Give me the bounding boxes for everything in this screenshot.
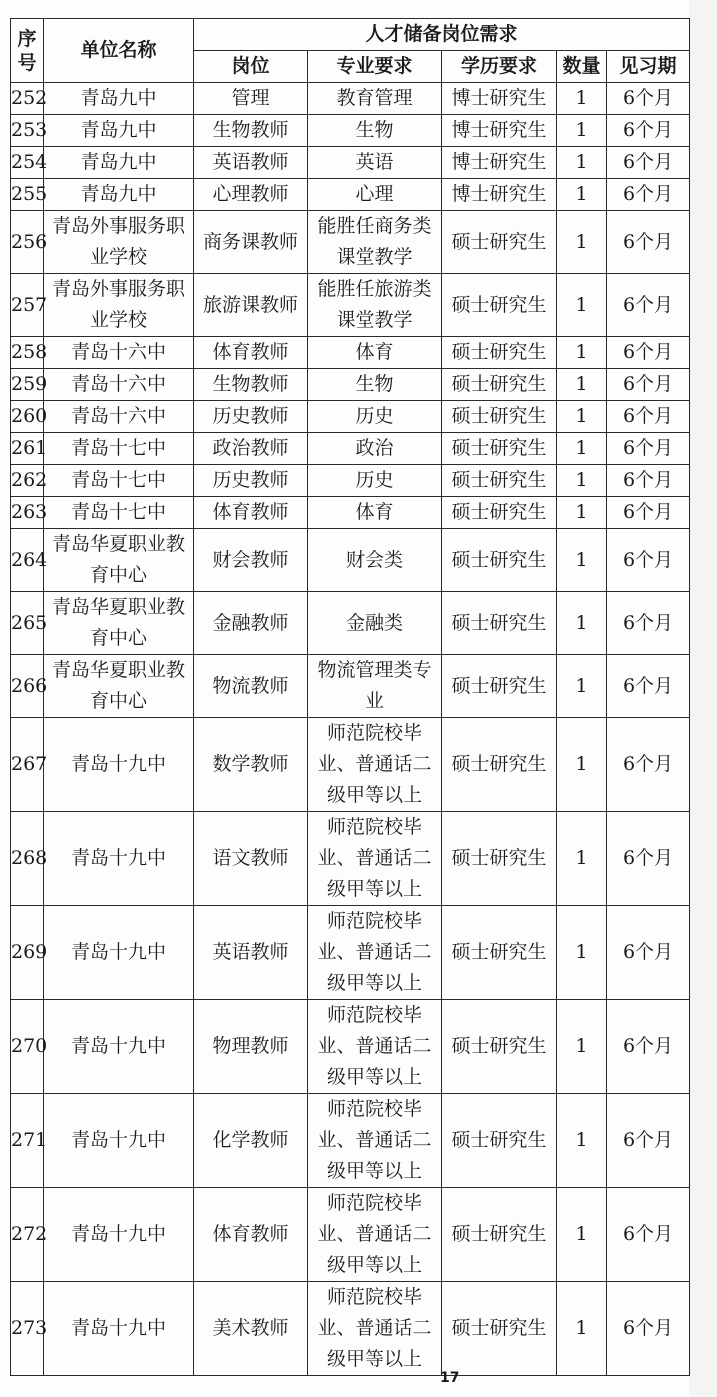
cell-count: 1 <box>557 179 607 211</box>
page-edge-shadow <box>689 0 717 1397</box>
header-degree: 学历要求 <box>442 51 557 83</box>
cell-position: 英语教师 <box>194 906 308 1000</box>
cell-degree: 硕士研究生 <box>442 1282 557 1376</box>
cell-major: 金融类 <box>308 592 442 655</box>
cell-count: 1 <box>557 497 607 529</box>
cell-seq: 254 <box>11 147 44 179</box>
cell-major: 心理 <box>308 179 442 211</box>
cell-unit: 青岛九中 <box>44 179 194 211</box>
table-row <box>11 179 690 211</box>
table-row <box>11 83 690 115</box>
header-major: 专业要求 <box>308 51 442 83</box>
cell-degree: 硕士研究生 <box>442 497 557 529</box>
cell-internship: 6个月 <box>607 83 690 115</box>
cell-internship: 6个月 <box>607 211 690 274</box>
table-row <box>11 115 690 147</box>
cell-seq: 268 <box>11 812 44 906</box>
cell-count: 1 <box>557 115 607 147</box>
cell-count: 1 <box>557 529 607 592</box>
cell-seq: 261 <box>11 433 44 465</box>
cell-seq: 258 <box>11 337 44 369</box>
table-row <box>11 1188 690 1282</box>
cell-internship: 6个月 <box>607 497 690 529</box>
cell-seq: 271 <box>11 1094 44 1188</box>
cell-count: 1 <box>557 1000 607 1094</box>
cell-seq: 253 <box>11 115 44 147</box>
cell-degree: 硕士研究生 <box>442 1094 557 1188</box>
cell-unit: 青岛华夏职业教育中心 <box>44 655 194 718</box>
cell-unit: 青岛十九中 <box>44 1282 194 1376</box>
table-row <box>11 718 690 812</box>
cell-unit: 青岛外事服务职业学校 <box>44 274 194 337</box>
cell-degree: 硕士研究生 <box>442 655 557 718</box>
table-body <box>11 83 690 1376</box>
cell-position: 英语教师 <box>194 147 308 179</box>
cell-count: 1 <box>557 147 607 179</box>
cell-seq: 256 <box>11 211 44 274</box>
table-row <box>11 465 690 497</box>
cell-unit: 青岛十九中 <box>44 812 194 906</box>
cell-position: 心理教师 <box>194 179 308 211</box>
cell-unit: 青岛十七中 <box>44 497 194 529</box>
cell-degree: 硕士研究生 <box>442 465 557 497</box>
cell-internship: 6个月 <box>607 1282 690 1376</box>
header-seq: 序号 <box>11 19 44 83</box>
cell-position: 管理 <box>194 83 308 115</box>
cell-major: 生物 <box>308 369 442 401</box>
cell-count: 1 <box>557 1282 607 1376</box>
cell-position: 语文教师 <box>194 812 308 906</box>
cell-position: 物理教师 <box>194 1000 308 1094</box>
cell-major: 师范院校毕业、普通话二级甲等以上 <box>308 1282 442 1376</box>
table-row <box>11 529 690 592</box>
table-row <box>11 401 690 433</box>
cell-major: 师范院校毕业、普通话二级甲等以上 <box>308 1188 442 1282</box>
cell-degree: 硕士研究生 <box>442 433 557 465</box>
cell-degree: 硕士研究生 <box>442 592 557 655</box>
cell-internship: 6个月 <box>607 592 690 655</box>
cell-internship: 6个月 <box>607 274 690 337</box>
cell-position: 生物教师 <box>194 115 308 147</box>
cell-major: 师范院校毕业、普通话二级甲等以上 <box>308 812 442 906</box>
table-row <box>11 655 690 718</box>
cell-internship: 6个月 <box>607 115 690 147</box>
cell-seq: 264 <box>11 529 44 592</box>
cell-major: 英语 <box>308 147 442 179</box>
cell-unit: 青岛十九中 <box>44 718 194 812</box>
header-internship: 见习期 <box>607 51 690 83</box>
cell-position: 生物教师 <box>194 369 308 401</box>
cell-degree: 硕士研究生 <box>442 1188 557 1282</box>
cell-major: 历史 <box>308 401 442 433</box>
cell-position: 政治教师 <box>194 433 308 465</box>
table-row <box>11 337 690 369</box>
cell-major: 物流管理类专业 <box>308 655 442 718</box>
table-row <box>11 1282 690 1376</box>
table-row <box>11 592 690 655</box>
header-group: 人才储备岗位需求 <box>194 19 690 51</box>
cell-degree: 硕士研究生 <box>442 529 557 592</box>
cell-count: 1 <box>557 433 607 465</box>
cell-unit: 青岛十七中 <box>44 433 194 465</box>
cell-unit: 青岛华夏职业教育中心 <box>44 592 194 655</box>
cell-position: 财会教师 <box>194 529 308 592</box>
cell-major: 体育 <box>308 337 442 369</box>
table-row <box>11 497 690 529</box>
cell-internship: 6个月 <box>607 1188 690 1282</box>
cell-position: 数学教师 <box>194 718 308 812</box>
table-row <box>11 906 690 1000</box>
cell-unit: 青岛十九中 <box>44 1188 194 1282</box>
cell-unit: 青岛外事服务职业学校 <box>44 211 194 274</box>
cell-position: 体育教师 <box>194 337 308 369</box>
cell-count: 1 <box>557 369 607 401</box>
cell-position: 体育教师 <box>194 1188 308 1282</box>
cell-seq: 267 <box>11 718 44 812</box>
cell-internship: 6个月 <box>607 655 690 718</box>
cell-major: 政治 <box>308 433 442 465</box>
cell-degree: 博士研究生 <box>442 115 557 147</box>
cell-position: 旅游课教师 <box>194 274 308 337</box>
cell-internship: 6个月 <box>607 147 690 179</box>
cell-count: 1 <box>557 337 607 369</box>
table-row <box>11 1000 690 1094</box>
cell-internship: 6个月 <box>607 433 690 465</box>
cell-position: 历史教师 <box>194 401 308 433</box>
header-position: 岗位 <box>194 51 308 83</box>
cell-internship: 6个月 <box>607 337 690 369</box>
cell-count: 1 <box>557 718 607 812</box>
cell-internship: 6个月 <box>607 465 690 497</box>
cell-degree: 硕士研究生 <box>442 1000 557 1094</box>
cell-seq: 255 <box>11 179 44 211</box>
cell-major: 历史 <box>308 465 442 497</box>
reserve-positions-table <box>10 18 690 1376</box>
cell-degree: 硕士研究生 <box>442 906 557 1000</box>
cell-position: 化学教师 <box>194 1094 308 1188</box>
cell-position: 金融教师 <box>194 592 308 655</box>
header-row-top <box>11 19 690 51</box>
cell-seq: 263 <box>11 497 44 529</box>
cell-seq: 269 <box>11 906 44 1000</box>
table-row <box>11 433 690 465</box>
cell-internship: 6个月 <box>607 369 690 401</box>
cell-seq: 270 <box>11 1000 44 1094</box>
cell-degree: 博士研究生 <box>442 147 557 179</box>
cell-count: 1 <box>557 906 607 1000</box>
cell-major: 教育管理 <box>308 83 442 115</box>
cell-unit: 青岛九中 <box>44 83 194 115</box>
cell-unit: 青岛九中 <box>44 147 194 179</box>
cell-seq: 252 <box>11 83 44 115</box>
cell-position: 商务课教师 <box>194 211 308 274</box>
cell-degree: 硕士研究生 <box>442 812 557 906</box>
cell-unit: 青岛十六中 <box>44 401 194 433</box>
cell-unit: 青岛十九中 <box>44 906 194 1000</box>
cell-unit: 青岛十七中 <box>44 465 194 497</box>
cell-major: 能胜任旅游类课堂教学 <box>308 274 442 337</box>
cell-major: 能胜任商务类课堂教学 <box>308 211 442 274</box>
cell-internship: 6个月 <box>607 906 690 1000</box>
table-row <box>11 1094 690 1188</box>
page-number: 17 <box>440 1370 460 1386</box>
cell-degree: 博士研究生 <box>442 179 557 211</box>
cell-internship: 6个月 <box>607 401 690 433</box>
cell-count: 1 <box>557 465 607 497</box>
cell-unit: 青岛十九中 <box>44 1000 194 1094</box>
cell-position: 物流教师 <box>194 655 308 718</box>
cell-position: 美术教师 <box>194 1282 308 1376</box>
cell-position: 体育教师 <box>194 497 308 529</box>
cell-degree: 硕士研究生 <box>442 369 557 401</box>
table-row <box>11 812 690 906</box>
cell-degree: 硕士研究生 <box>442 211 557 274</box>
cell-seq: 266 <box>11 655 44 718</box>
cell-unit: 青岛华夏职业教育中心 <box>44 529 194 592</box>
cell-unit: 青岛十六中 <box>44 369 194 401</box>
cell-count: 1 <box>557 1094 607 1188</box>
cell-degree: 博士研究生 <box>442 83 557 115</box>
cell-seq: 265 <box>11 592 44 655</box>
cell-seq: 260 <box>11 401 44 433</box>
header-count: 数量 <box>557 51 607 83</box>
table-row <box>11 369 690 401</box>
table-row <box>11 211 690 274</box>
cell-count: 1 <box>557 655 607 718</box>
cell-internship: 6个月 <box>607 529 690 592</box>
table-row <box>11 274 690 337</box>
cell-degree: 硕士研究生 <box>442 401 557 433</box>
cell-count: 1 <box>557 812 607 906</box>
cell-seq: 272 <box>11 1188 44 1282</box>
cell-degree: 硕士研究生 <box>442 718 557 812</box>
cell-unit: 青岛十六中 <box>44 337 194 369</box>
cell-count: 1 <box>557 211 607 274</box>
cell-major: 体育 <box>308 497 442 529</box>
cell-major: 师范院校毕业、普通话二级甲等以上 <box>308 1094 442 1188</box>
cell-seq: 259 <box>11 369 44 401</box>
cell-unit: 青岛九中 <box>44 115 194 147</box>
cell-position: 历史教师 <box>194 465 308 497</box>
cell-degree: 硕士研究生 <box>442 274 557 337</box>
cell-count: 1 <box>557 401 607 433</box>
cell-count: 1 <box>557 274 607 337</box>
cell-seq: 262 <box>11 465 44 497</box>
header-unit: 单位名称 <box>44 19 194 83</box>
cell-major: 师范院校毕业、普通话二级甲等以上 <box>308 718 442 812</box>
cell-unit: 青岛十九中 <box>44 1094 194 1188</box>
cell-major: 生物 <box>308 115 442 147</box>
cell-seq: 273 <box>11 1282 44 1376</box>
cell-major: 师范院校毕业、普通话二级甲等以上 <box>308 1000 442 1094</box>
cell-count: 1 <box>557 83 607 115</box>
cell-internship: 6个月 <box>607 179 690 211</box>
cell-degree: 硕士研究生 <box>442 337 557 369</box>
cell-count: 1 <box>557 1188 607 1282</box>
cell-major: 财会类 <box>308 529 442 592</box>
cell-seq: 257 <box>11 274 44 337</box>
cell-major: 师范院校毕业、普通话二级甲等以上 <box>308 906 442 1000</box>
cell-internship: 6个月 <box>607 812 690 906</box>
table-row <box>11 147 690 179</box>
cell-internship: 6个月 <box>607 1094 690 1188</box>
cell-count: 1 <box>557 592 607 655</box>
cell-internship: 6个月 <box>607 1000 690 1094</box>
cell-internship: 6个月 <box>607 718 690 812</box>
